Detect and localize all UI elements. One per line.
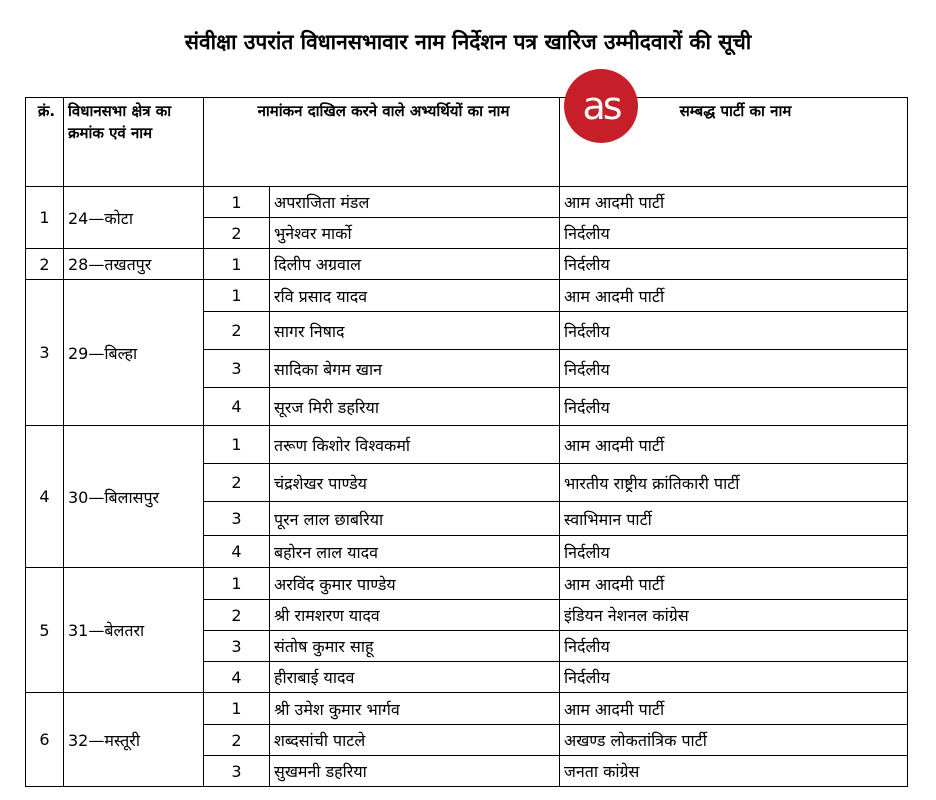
candidate-name-cell: भुनेश्वर मार्को: [270, 218, 560, 249]
candidate-name-cell: चंद्रशेखर पाण्डेय: [270, 464, 560, 502]
candidate-name-cell: सूरज मिरी डहरिया: [270, 388, 560, 426]
party-cell: जनता कांग्रेस: [560, 756, 908, 787]
table-row: [26, 693, 908, 725]
candidate-number-cell: 2: [204, 464, 270, 502]
candidate-name-cell: पूरन लाल छाबरिया: [270, 502, 560, 536]
candidate-number-cell: 1: [204, 187, 270, 218]
table-row: [26, 426, 908, 464]
as-logo: as: [564, 69, 638, 143]
party-cell: निर्दलीय: [560, 631, 908, 662]
candidate-name-cell: अरविंद कुमार पाण्डेय: [270, 568, 560, 600]
candidate-name-cell: सादिका बेगम खान: [270, 350, 560, 388]
candidate-number-cell: 2: [204, 312, 270, 350]
header-candidate: नामांकन दाखिल करने वाले अभ्यर्थियों का नाम: [204, 98, 560, 187]
candidate-number-cell: 4: [204, 536, 270, 568]
party-cell: निर्दलीय: [560, 350, 908, 388]
party-cell: आम आदमी पार्टी: [560, 568, 908, 600]
candidate-number-cell: 2: [204, 600, 270, 631]
constituency-cell: 30—बिलासपुर: [64, 426, 204, 568]
table-body: [26, 187, 908, 787]
candidate-name-cell: शब्दसांची पाटले: [270, 725, 560, 756]
party-cell: निर्दलीय: [560, 312, 908, 350]
serial-cell: 5: [26, 568, 64, 693]
candidate-name-cell: सागर निषाद: [270, 312, 560, 350]
serial-cell: 1: [26, 187, 64, 249]
header-party: सम्बद्ध पार्टी का नाम: [560, 98, 908, 187]
party-cell: आम आदमी पार्टी: [560, 426, 908, 464]
candidate-number-cell: 2: [204, 725, 270, 756]
candidate-name-cell: हीराबाई यादव: [270, 662, 560, 693]
party-cell: भारतीय राष्ट्रीय क्रांतिकारी पार्टी: [560, 464, 908, 502]
candidate-name-cell: श्री उमेश कुमार भार्गव: [270, 693, 560, 725]
candidate-number-cell: 2: [204, 218, 270, 249]
candidate-number-cell: 1: [204, 426, 270, 464]
candidate-name-cell: श्री रामशरण यादव: [270, 600, 560, 631]
party-cell: आम आदमी पार्टी: [560, 280, 908, 312]
table-row: [26, 568, 908, 600]
header-row: [26, 98, 908, 187]
party-cell: निर्दलीय: [560, 388, 908, 426]
constituency-cell: 31—बेलतरा: [64, 568, 204, 693]
candidate-number-cell: 3: [204, 631, 270, 662]
constituency-cell: 32—मस्तूरी: [64, 693, 204, 787]
serial-cell: 2: [26, 249, 64, 280]
constituency-cell: 24—कोटा: [64, 187, 204, 249]
table-row: [26, 249, 908, 280]
candidate-name-cell: सुखमनी डहरिया: [270, 756, 560, 787]
candidate-number-cell: 3: [204, 502, 270, 536]
candidate-number-cell: 1: [204, 568, 270, 600]
candidate-number-cell: 1: [204, 693, 270, 725]
party-cell: इंडियन नेशनल कांग्रेस: [560, 600, 908, 631]
serial-cell: 6: [26, 693, 64, 787]
party-cell: आम आदमी पार्टी: [560, 693, 908, 725]
candidate-number-cell: 1: [204, 249, 270, 280]
party-cell: निर्दलीय: [560, 218, 908, 249]
table-row: [26, 187, 908, 218]
candidate-number-cell: 4: [204, 662, 270, 693]
party-cell: अखण्ड लोकतांत्रिक पार्टी: [560, 725, 908, 756]
candidate-name-cell: रवि प्रसाद यादव: [270, 280, 560, 312]
candidate-name-cell: अपराजिता मंडल: [270, 187, 560, 218]
candidate-name-cell: बहोरन लाल यादव: [270, 536, 560, 568]
party-cell: निर्दलीय: [560, 662, 908, 693]
candidate-name-cell: दिलीप अग्रवाल: [270, 249, 560, 280]
serial-cell: 4: [26, 426, 64, 568]
candidate-name-cell: तरूण किशोर विश्वकर्मा: [270, 426, 560, 464]
party-cell: आम आदमी पार्टी: [560, 187, 908, 218]
candidate-number-cell: 3: [204, 350, 270, 388]
page-title: संवीक्षा उपरांत विधानसभावार नाम निर्देशन पत्र खारिज उम्मीदवारों की सूची: [184, 30, 752, 54]
constituency-cell: 29—बिल्हा: [64, 280, 204, 426]
header-constituency: विधानसभा क्षेत्र का क्रमांक एवं नाम: [64, 98, 204, 187]
candidate-number-cell: 4: [204, 388, 270, 426]
candidate-number-cell: 1: [204, 280, 270, 312]
table-row: [26, 280, 908, 312]
constituency-cell: 28—तखतपुर: [64, 249, 204, 280]
party-cell: निर्दलीय: [560, 536, 908, 568]
rejected-candidates-table: [25, 97, 908, 787]
candidate-name-cell: संतोष कुमार साहू: [270, 631, 560, 662]
header-serial: क्रं.: [26, 98, 64, 187]
candidate-number-cell: 3: [204, 756, 270, 787]
serial-cell: 3: [26, 280, 64, 426]
party-cell: स्वाभिमान पार्टी: [560, 502, 908, 536]
party-cell: निर्दलीय: [560, 249, 908, 280]
